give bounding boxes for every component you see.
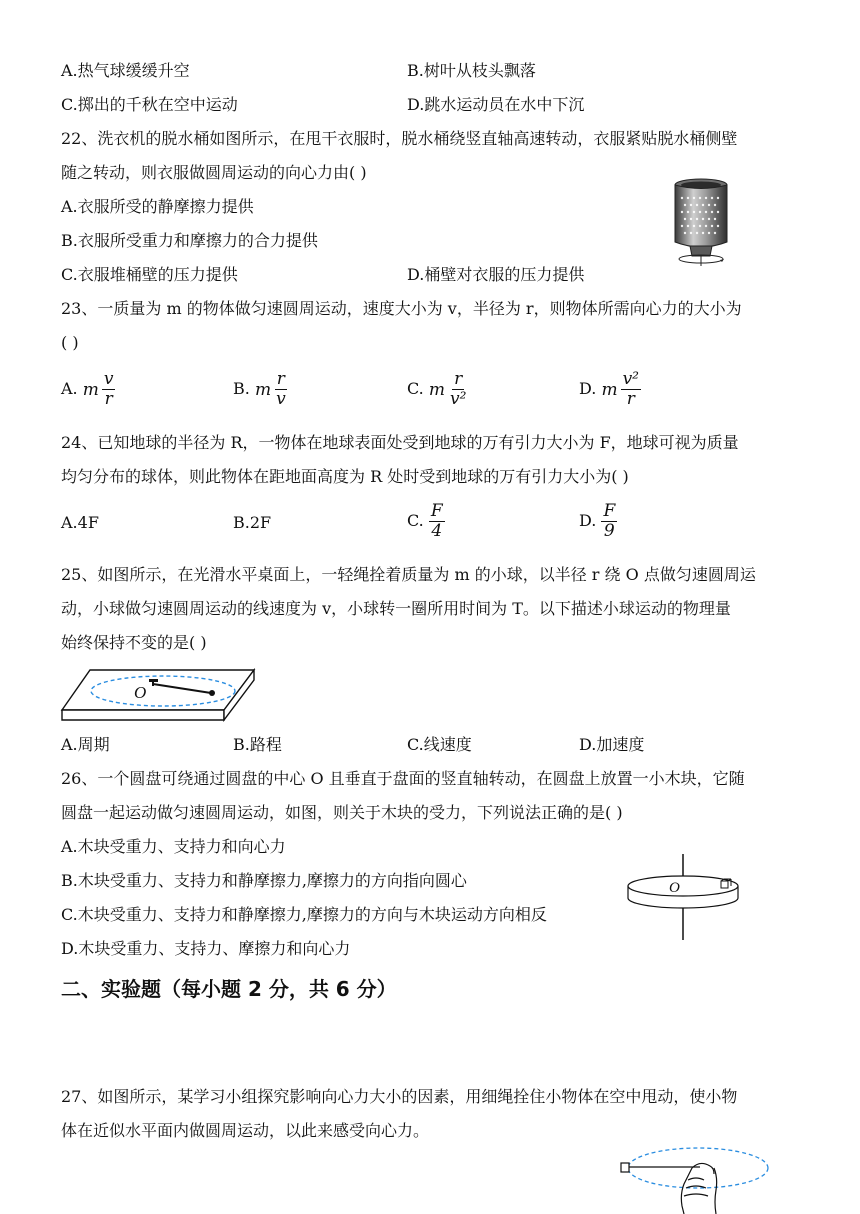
center-label: O xyxy=(134,683,147,702)
q24-option-c xyxy=(407,502,445,541)
fraction xyxy=(448,370,468,409)
q26-option-d: D.木块受重力、支持力、摩擦力和向心力 xyxy=(61,939,351,958)
denominator: 4 xyxy=(431,521,443,541)
q23-option-b xyxy=(233,370,288,409)
q22-option-b: B.衣服所受重力和摩擦力的合力提供 xyxy=(61,231,318,250)
numerator: F xyxy=(603,501,616,521)
option-label: C. xyxy=(407,379,424,398)
denominator: r xyxy=(104,389,113,409)
numerator: r xyxy=(276,369,285,389)
q27-stem-line2: 体在近似水平面内做圆周运动，以此来感受向心力。 xyxy=(61,1121,430,1140)
q23-option-a xyxy=(61,370,115,409)
spin-dryer-figure xyxy=(668,176,734,268)
q24-option-b: B.2F xyxy=(233,513,272,532)
q27-stem-line1: 27、如图所示，某学习小组探究影响向心力大小的因素，用细绳拴住小物体在空中甩动，使小物 xyxy=(61,1087,738,1106)
q25-option-c: C.线速度 xyxy=(407,735,472,754)
numerator: F xyxy=(430,501,443,521)
fraction xyxy=(429,502,445,541)
denominator: v xyxy=(276,389,286,409)
option-label: B. xyxy=(233,379,250,398)
numerator: v² xyxy=(622,369,639,389)
denominator: v² xyxy=(449,389,467,409)
rotating-disc-figure xyxy=(626,852,744,942)
q25-stem-line1: 25、如图所示，在光滑水平桌面上，一轻绳拴着质量为 m 的小球，以半径 r 绕 O 点做匀速圆周运 xyxy=(61,565,756,584)
option-label: D. xyxy=(579,511,597,530)
q24-stem-line2: 均匀分布的球体，则此物体在距地面高度为 R 处时受到地球的万有引力大小为( ) xyxy=(61,467,629,486)
mass-symbol: m xyxy=(254,379,272,400)
fraction xyxy=(601,502,617,541)
q22-option-c: C.衣服堆桶壁的压力提供 xyxy=(61,265,238,284)
q21-option-a: A.热气球缓缓升空 xyxy=(61,61,190,80)
mass-symbol: m xyxy=(601,379,618,400)
fraction xyxy=(621,370,641,409)
q25-stem-line3: 始终保持不变的是( ) xyxy=(61,633,207,652)
section-title: 二、实验题（每小题 2 分，共 6 分） xyxy=(61,977,397,1001)
denominator: r xyxy=(626,389,635,409)
q24-option-a: A.4F xyxy=(61,513,99,532)
q26-option-c: C.木块受重力、支持力和静摩擦力,摩擦力的方向与木块运动方向相反 xyxy=(61,905,547,924)
q26-option-b: B.木块受重力、支持力和静摩擦力,摩擦力的方向指向圆心 xyxy=(61,871,467,890)
q23-stem-line2: ( ) xyxy=(61,333,79,352)
q26-stem-line1: 26、一个圆盘可绕通过圆盘的中心 O 且垂直于盘面的竖直轴转动，在圆盘上放置一小木块，它随 xyxy=(61,769,745,788)
q21-option-c: C.掷出的千秋在空中运动 xyxy=(61,95,238,114)
q23-option-c xyxy=(407,370,468,409)
q25-option-b: B.路程 xyxy=(233,735,282,754)
q24-option-d xyxy=(579,502,617,541)
numerator: v xyxy=(103,369,114,389)
table-ball-figure xyxy=(60,666,256,724)
mass-symbol: m xyxy=(428,379,445,400)
option-label: A. xyxy=(61,379,78,398)
q22-stem-line2: 随之转动，则衣服做圆周运动的向心力由( ) xyxy=(61,163,367,182)
numerator: r xyxy=(454,369,463,389)
mass-symbol: m xyxy=(82,379,99,400)
q22-stem-line1: 22、洗衣机的脱水桶如图所示，在甩干衣服时，脱水桶绕竖直轴高速转动，衣服紧贴脱水桶侧壁 xyxy=(61,129,738,148)
option-label: D. xyxy=(579,379,597,398)
q22-option-a: A.衣服所受的静摩擦力提供 xyxy=(61,197,254,216)
q21-option-d: D.跳水运动员在水中下沉 xyxy=(407,95,585,114)
fraction xyxy=(102,370,116,409)
denominator: 9 xyxy=(603,521,615,541)
q21-option-b: B.树叶从枝头飘落 xyxy=(407,61,536,80)
q26-stem-line2: 圆盘一起运动做匀速圆周运动，如图，则关于木块的受力，下列说法正确的是( ) xyxy=(61,803,623,822)
q26-option-a: A.木块受重力、支持力和向心力 xyxy=(61,837,286,856)
q25-option-a: A.周期 xyxy=(61,735,110,754)
q22-option-d: D.桶壁对衣服的压力提供 xyxy=(407,265,585,284)
q24-stem-line1: 24、已知地球的半径为 R，一物体在地球表面处受到地球的万有引力大小为 F，地球可视为质量 xyxy=(61,433,739,452)
q23-option-d xyxy=(579,370,641,409)
q25-stem-line2: 动，小球做匀速圆周运动的线速度为 v，小球转一圈所用时间为 T。以下描述小球运动的物理量 xyxy=(61,599,731,618)
q23-stem-line1: 23、一质量为 m 的物体做匀速圆周运动，速度大小为 v，半径为 r，则物体所需向心力的大小为 xyxy=(61,299,742,318)
fraction xyxy=(274,370,288,409)
center-label: O xyxy=(669,880,680,896)
hand-swing-figure xyxy=(618,1146,774,1214)
option-label: C. xyxy=(407,511,424,530)
q25-option-d: D.加速度 xyxy=(579,735,645,754)
